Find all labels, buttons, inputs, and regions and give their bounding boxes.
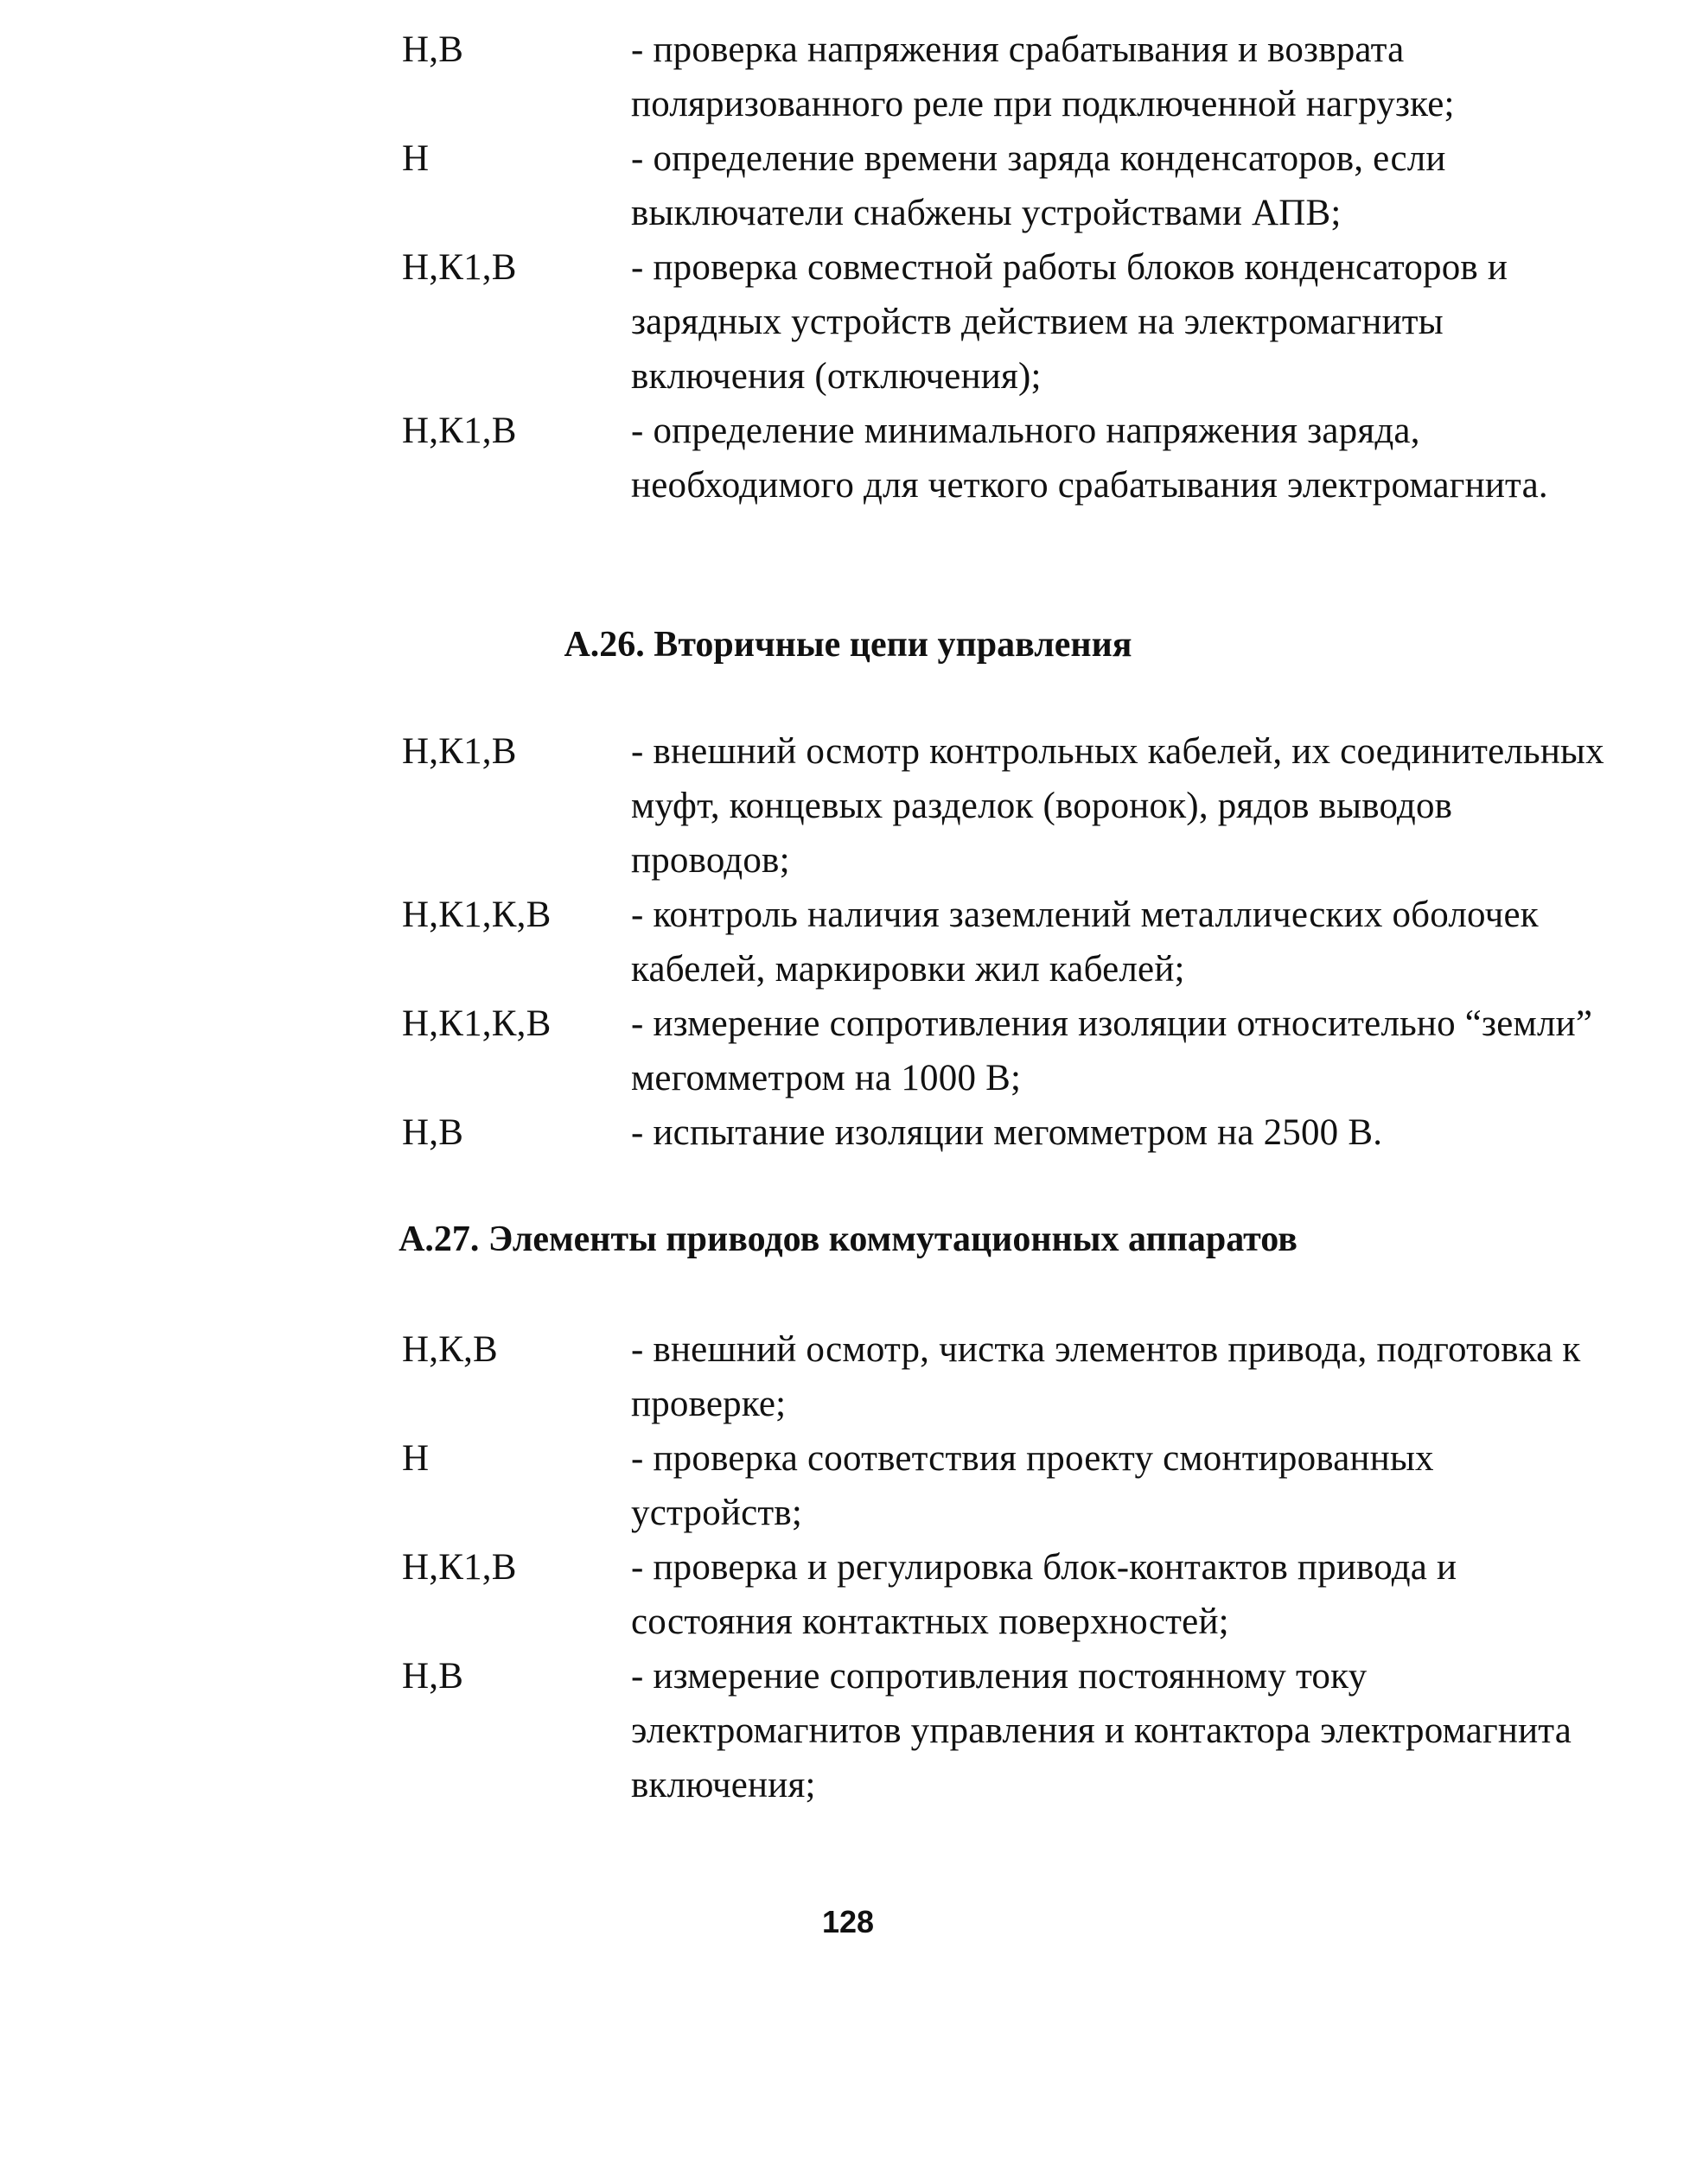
list-item bbox=[402, 996, 1612, 1105]
list-item bbox=[402, 1540, 1612, 1649]
test-code: Н bbox=[402, 138, 430, 179]
section-a27 bbox=[402, 1322, 1612, 1812]
test-description: - внешний осмотр, чистка элементов привода, подготовка к проверке; bbox=[631, 1329, 1581, 1424]
test-description: - измерение сопротивления изоляции относительно “земли” мегомметром на 1000 В; bbox=[631, 1003, 1593, 1098]
section-continuation bbox=[402, 22, 1612, 513]
list-item bbox=[402, 22, 1612, 131]
list-item bbox=[402, 404, 1612, 513]
section-heading: А.27. Элементы приводов коммутационных аппаратов bbox=[398, 1219, 1298, 1259]
list-item bbox=[402, 240, 1612, 404]
test-code: Н,К1,В bbox=[402, 247, 517, 288]
list-item bbox=[402, 131, 1612, 240]
test-code: Н,К1,В bbox=[402, 411, 517, 451]
test-description: - внешний осмотр контрольных кабелей, их соединительных муфт, концевых разделок (воронок), рядов выводов проводов; bbox=[631, 731, 1604, 881]
list-item bbox=[402, 1649, 1612, 1812]
test-code: Н,В bbox=[402, 29, 464, 70]
test-description: - проверка и регулировка блок-контактов привода и состояния контактных поверхностей; bbox=[631, 1547, 1457, 1642]
test-code: Н,К1,К,В bbox=[402, 895, 552, 935]
test-description: - проверка соответствия проекту смонтированных устройств; bbox=[631, 1438, 1434, 1533]
test-description: - испытание изоляции мегомметром на 2500 В. bbox=[631, 1112, 1383, 1153]
test-code: Н,В bbox=[402, 1112, 464, 1153]
section-heading: А.26. Вторичные цепи управления bbox=[564, 625, 1132, 665]
test-description: - определение минимального напряжения заряда, необходимого для четкого срабатывания электромагнита. bbox=[631, 411, 1548, 506]
page-number: 128 bbox=[821, 1904, 875, 1939]
test-description: - измерение сопротивления постоянному току электромагнитов управления и контактора электромагнита включения; bbox=[631, 1656, 1572, 1805]
test-description: - контроль наличия заземлений металлических оболочек кабелей, маркировки жил кабелей; bbox=[631, 895, 1539, 990]
test-description: - проверка напряжения срабатывания и возврата поляризованного реле при подключенной нагрузке; bbox=[631, 29, 1455, 124]
list-item bbox=[402, 724, 1612, 888]
test-code: Н,В bbox=[402, 1656, 464, 1697]
list-item bbox=[402, 1431, 1612, 1540]
list-item bbox=[402, 888, 1612, 996]
test-code: Н,К,В bbox=[402, 1329, 498, 1370]
test-code: Н,К1,К,В bbox=[402, 1003, 552, 1044]
test-description: - проверка совместной работы блоков конденсаторов и зарядных устройств действием на электромагниты включения (отключения); bbox=[631, 247, 1508, 397]
section-a26 bbox=[402, 724, 1612, 1160]
test-description: - определение времени заряда конденсаторов, если выключатели снабжены устройствами АПВ; bbox=[631, 138, 1446, 233]
test-code: Н,К1,В bbox=[402, 1547, 517, 1588]
test-code: Н,К1,В bbox=[402, 731, 517, 772]
test-code: Н bbox=[402, 1438, 430, 1479]
list-item bbox=[402, 1322, 1612, 1431]
list-item bbox=[402, 1105, 1612, 1160]
